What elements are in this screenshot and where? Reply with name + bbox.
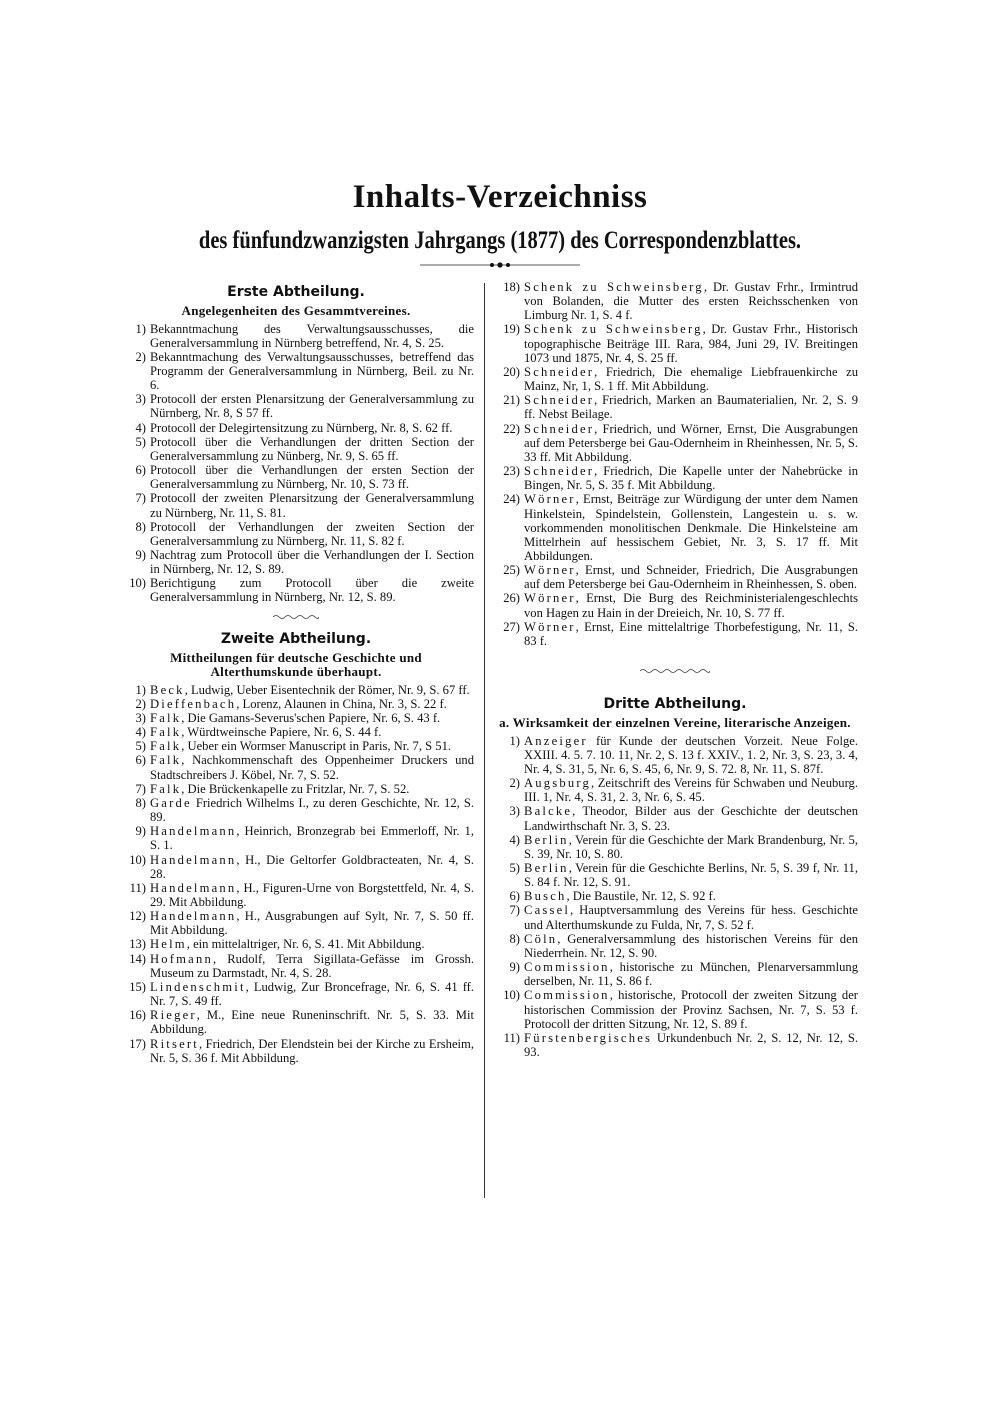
- list-item: [118, 937, 474, 951]
- entry-author: Handelmann: [150, 824, 237, 839]
- entry-number: 6): [509, 889, 520, 904]
- entry-text: Protocoll über die Verhandlungen der ersten Section der Generalversammlung zu Nürnberg, Nr. 10, S. 73 ff.: [150, 463, 474, 492]
- section-heading-zweite: Zweite Abtheilung.: [220, 630, 372, 647]
- entry-number: 24): [503, 492, 520, 507]
- entry-number: 8): [135, 519, 146, 534]
- entry-number: 6): [135, 753, 146, 768]
- list-item: [492, 620, 858, 648]
- entry-author: Falk: [150, 739, 182, 754]
- entry-text: Protocoll über die Verhandlungen der dritten Section der Generalversammlung zu Nünberg, Nr. 9, S. 65 ff.: [150, 434, 474, 463]
- entry-number: 16): [129, 1008, 146, 1023]
- list-item: [118, 350, 474, 392]
- entry-author: Wörner: [524, 563, 576, 578]
- entry-text: , Zeitschrift des Vereins für Schwaben und Neuburg. III. 1, Nr. 4, S. 31, 2. 3, Nr. 6, S. 45.: [524, 776, 858, 805]
- list-item: [118, 796, 474, 824]
- list-item: [118, 711, 474, 725]
- section2-continued-list: [492, 280, 858, 648]
- list-item: [492, 776, 858, 804]
- right-column: [492, 280, 858, 1059]
- entry-number: 3): [135, 710, 146, 725]
- entry-number: 4): [135, 725, 146, 740]
- entry-number: 10): [129, 576, 146, 591]
- entry-text: , Friedrich, und Wörner, Ernst, Die Ausgrabungen auf dem Petersberge bei Gau-Odernheim in Rheinhessen, Nr. 5, S. 33 ff. Mit Abbildung.: [524, 421, 858, 464]
- entry-text: , Ernst, Beiträge zur Würdigung der unter dem Namen Hinkelstein, Spindelstein, Gollenstein, Langestein u. s. w. vorkommenden monolitischen Denkmale. Die Hinkelsteine am Mittelrhein auf hessischem Gebiet, Nr. 3, S. 17 ff. Mit Abbildungen.: [524, 492, 858, 563]
- entry-text: , Die Brückenkapelle zu Fritzlar, Nr. 7, S. 52.: [181, 781, 410, 796]
- entry-text: , Verein für die Geschichte Berlins, Nr. 5, S. 39 f, Nr. 11, S. 84 f. Nr. 12, S. 91.: [524, 860, 858, 890]
- list-item: [118, 392, 474, 420]
- list-item: [118, 322, 474, 350]
- entry-author: Falk: [150, 710, 182, 725]
- entry-text: , Ernst, Eine mittelaltrige Thorbefestigung, Nr. 11, S. 83 f.: [524, 619, 858, 648]
- entry-author: Commission: [524, 988, 610, 1003]
- entry-number: 18): [503, 280, 520, 294]
- entry-number: 12): [129, 909, 146, 924]
- entry-text: , Die Gamans-Severus'schen Papiere, Nr. 6, S. 43 f.: [181, 710, 441, 725]
- title-ornament: [420, 260, 580, 270]
- entry-number: 27): [503, 619, 520, 634]
- entry-number: 5): [135, 434, 146, 449]
- entry-text: Protocoll der Delegirtensitzung zu Nürnberg, Nr. 8, S. 62 ff.: [150, 420, 453, 435]
- entry-number: 2): [509, 776, 520, 791]
- list-item: [492, 365, 858, 393]
- entry-text: Protocoll der ersten Plenarsitzung der Generalversammlung zu Nürnberg, Nr. 8, S 57 ff.: [150, 392, 474, 421]
- entry-author: Commission: [524, 960, 610, 975]
- list-item: [492, 889, 858, 903]
- entry-author: Schneider: [524, 464, 595, 479]
- list-item: [118, 980, 474, 1008]
- entry-author: Wörner: [524, 591, 576, 606]
- entry-number: 8): [135, 795, 146, 810]
- entry-author: Wörner: [524, 619, 576, 634]
- entry-text: Berichtigung zum Protocoll über die zweite Generalversammlung in Nürnberg, Nr. 12, S. 89.: [150, 576, 474, 605]
- list-item: [492, 563, 858, 591]
- entry-author: Falk: [150, 753, 182, 768]
- list-item: [492, 932, 858, 960]
- list-item: [492, 833, 858, 861]
- entry-number: 7): [135, 491, 146, 506]
- list-item: [492, 903, 858, 931]
- entry-author: Lindenschmit: [150, 979, 246, 994]
- entry-text: Urkundenbuch Nr. 2, S. 12, Nr. 12, S. 93.: [524, 1030, 858, 1059]
- entry-text: , Friedrich, Der Elendstein bei der Kirche zu Ersheim, Nr. 5, S. 36 f. Mit Abbildung.: [150, 1036, 474, 1065]
- list-item: [118, 853, 474, 881]
- entry-text: Nachtrag zum Protocoll über die Verhandlungen der I. Section in Nürnberg, Nr. 12, S. 89.: [150, 548, 474, 577]
- entry-text: Protocoll der zweiten Plenarsitzung der Generalversammlung zu Nürnberg, Nr. 11, S. 81.: [150, 491, 474, 520]
- entry-number: 22): [503, 421, 520, 436]
- entry-author: Helm: [150, 937, 187, 952]
- section-heading-dritte: Dritte Abtheilung.: [603, 696, 747, 713]
- entry-author: Beck: [150, 682, 185, 697]
- list-item: [492, 464, 858, 492]
- entry-number: 3): [135, 392, 146, 407]
- entry-text: , historische, Protocoll der zweiten Sitzung der historischen Commission der Provinz Sachsen, Nr. 7, S. 53 f. Protocoll der dritten Sitzung, Nr. 12, S. 89 f.: [524, 988, 858, 1031]
- entry-text: , Ludwig, Zur Broncefrage, Nr. 6, S. 41 ff. Nr. 7, S. 49 ff.: [150, 979, 474, 1009]
- entry-number: 9): [509, 960, 520, 975]
- entry-author: Hofmann: [150, 951, 213, 966]
- entry-number: 3): [509, 804, 520, 819]
- list-item: [118, 421, 474, 435]
- page-subtitle: des fünfundzwanzigsten Jahrgangs (1877) des Correspondenzblattes.: [198, 227, 802, 254]
- entry-number: 14): [129, 951, 146, 966]
- entry-number: 5): [509, 860, 520, 875]
- entry-text: , Ludwig, Ueber Eisentechnik der Römer, Nr. 9, S. 67 ff.: [184, 682, 470, 697]
- entry-text: , ein mittelaltriger, Nr. 6, S. 41. Mit Abbildung.: [186, 937, 425, 952]
- entry-text: , Verein für die Geschichte der Mark Brandenburg, Nr. 5, S. 39, Nr. 10, S. 80.: [524, 832, 858, 861]
- entry-number: 1): [509, 733, 520, 748]
- list-item: [492, 393, 858, 421]
- list-item: [118, 683, 474, 697]
- list-item: [118, 881, 474, 909]
- entry-text: , Heinrich, Bronzegrab bei Emmerloff, Nr. 1, S. 1.: [150, 824, 474, 853]
- entry-number: 9): [135, 824, 146, 839]
- entry-author: Dieffenbach: [150, 696, 237, 711]
- entry-text: , Lorenz, Alaunen in China, Nr. 3, S. 22 f.: [236, 696, 447, 711]
- column-divider: [484, 283, 485, 1198]
- entry-text: Bekanntmachung des Verwaltungsausschusses, betreffend das Programm der Generalversammlung in Nürnberg, Beil. zu Nr. 6.: [150, 349, 474, 393]
- list-item: [492, 804, 858, 832]
- entry-number: 19): [503, 322, 520, 337]
- entry-text: , Würdtweinsche Papiere, Nr. 6, S. 44 f.: [181, 725, 382, 740]
- entry-author: Falk: [150, 781, 182, 796]
- list-item: [118, 1008, 474, 1036]
- entry-author: Rieger: [150, 1008, 197, 1023]
- entry-author: Schneider: [524, 393, 595, 408]
- list-item: [118, 548, 474, 576]
- list-item: [118, 739, 474, 753]
- wavy-separator: [118, 605, 474, 627]
- entry-number: 10): [129, 852, 146, 867]
- section2-list: [118, 683, 474, 1065]
- list-item: [118, 824, 474, 852]
- entry-text: , Ernst, und Schneider, Friedrich, Die Ausgrabungen auf dem Petersberge bei Gau-Odernheim in Rheinhessen, S. oben.: [524, 563, 858, 592]
- entry-author: Fürstenbergisches: [524, 1030, 653, 1045]
- entry-text: , Friedrich, Marken an Baumaterialien, Nr. 2, S. 9 ff. Nebst Beilage.: [524, 393, 858, 422]
- entry-author: Schneider: [524, 421, 595, 436]
- list-item: [492, 960, 858, 988]
- entry-text: , historische zu München, Plenarversammlung derselben, Nr. 11, S. 86 f.: [524, 960, 858, 989]
- entry-author: Cassel: [524, 903, 571, 918]
- entry-author: Schneider: [524, 364, 595, 379]
- page-title: Inhalts-Verzeichniss: [352, 179, 648, 215]
- entry-text: , Hauptversammlung des Vereins für hess. Geschichte und Alterthumskunde zu Fulda, Nr, 7, S. 52 f.: [524, 903, 858, 932]
- entry-text: , H., Ausgrabungen auf Sylt, Nr. 7, S. 50 ff. Mit Abbildung.: [150, 909, 474, 938]
- list-item: [492, 322, 858, 364]
- entry-author: Ritsert: [150, 1036, 199, 1051]
- entry-author: Schenk zu Schweinsberg: [524, 322, 703, 337]
- list-item: [492, 988, 858, 1030]
- section3-list: [492, 734, 858, 1060]
- list-item: [492, 861, 858, 889]
- list-item: [118, 576, 474, 604]
- entry-text: , Ueber ein Wormser Manuscript in Paris, Nr. 7, S 51.: [181, 739, 452, 754]
- entry-author: Busch: [524, 889, 567, 904]
- list-item: [118, 520, 474, 548]
- entry-number: 17): [129, 1036, 146, 1051]
- list-item: [492, 734, 858, 776]
- section-subheading-zweite: Mittheilungen für deutsche Geschichte und Alterthumskunde überhaupt.: [170, 649, 422, 680]
- list-item: [118, 491, 474, 519]
- entry-text: für Kunde der deutschen Vorzeit. Neue Folge. XXIII. 4. 5. 7. 10. 11, Nr. 2, S. 13 f. XXIV., 1. 2, Nr. 3, S. 23, 3. 4, Nr. 4, S. 31, 5, Nr. 6, S. 45, 6, Nr. 9, S. 72. 8, Nr. 11, S. 87f.: [524, 733, 858, 776]
- entry-author: Berlin: [524, 860, 569, 875]
- entry-number: 1): [135, 321, 146, 336]
- entry-number: 7): [509, 903, 520, 918]
- section-subheading-dritte: a. Wirksamkeit der einzelnen Vereine, literarische Anzeigen.: [499, 715, 851, 731]
- entry-number: 23): [503, 464, 520, 479]
- list-item: [118, 697, 474, 711]
- list-item: [118, 463, 474, 491]
- entry-number: 25): [503, 563, 520, 578]
- entry-author: Balcke: [524, 804, 573, 819]
- entry-author: Wörner: [524, 492, 576, 507]
- list-item: [492, 1031, 858, 1059]
- entry-number: 13): [129, 937, 146, 952]
- left-column: [118, 280, 474, 1065]
- entry-number: 5): [135, 739, 146, 754]
- entry-author: Handelmann: [150, 880, 237, 895]
- entry-text: , Nachkommenschaft des Oppenheimer Druckers und Stadtschreibers J. Köbel, Nr. 7, S. 52.: [150, 753, 474, 782]
- list-item: [118, 782, 474, 796]
- section1-list: [118, 322, 474, 605]
- entry-number: 11): [129, 880, 146, 895]
- entry-text: , Dr. Gustav Frhr., Irmintrud von Bolanden, die Mutter des ersten Reichsschenken von Limburg Nr. 1, S. 4 f.: [524, 280, 858, 323]
- entry-text: , Die Baustile, Nr. 12, S. 92 f.: [566, 889, 716, 904]
- list-item: [118, 909, 474, 937]
- wavy-separator: [492, 648, 858, 692]
- entry-number: 2): [135, 696, 146, 711]
- entry-text: , Dr. Gustav Frhr., Historisch topographische Beiträge III. Rara, 984, Juni 29, IV. Breitingen 1073 und 1875, Nr. 4, S. 25 ff.: [524, 322, 858, 365]
- entry-author: Berlin: [524, 832, 569, 847]
- list-item: [118, 1037, 474, 1065]
- entry-number: 20): [503, 364, 520, 379]
- entry-number: 4): [509, 832, 520, 847]
- entry-number: 10): [503, 988, 520, 1003]
- list-item: [492, 492, 858, 563]
- entry-number: 15): [129, 979, 146, 994]
- list-item: [492, 422, 858, 464]
- list-item: [118, 725, 474, 739]
- entry-author: Anzeiger: [524, 733, 588, 748]
- entry-text: , M., Eine neue Runeninschrift. Nr. 5, S. 33. Mit Abbildung.: [150, 1008, 474, 1037]
- entry-author: Falk: [150, 725, 182, 740]
- entry-text: , H., Die Geltorfer Goldbracteaten, Nr. 4, S. 28.: [150, 852, 474, 881]
- entry-author: Augsburg: [524, 776, 592, 791]
- list-item: [492, 280, 858, 322]
- entry-text: , Ernst, Die Burg des Reichministerialengeschlechts von Hagen zu Hain in der Dreieich, Nr. 10, S. 77 ff.: [524, 591, 858, 620]
- entry-number: 21): [503, 393, 520, 408]
- entry-number: 26): [503, 591, 520, 606]
- entry-author: Garde: [150, 795, 192, 810]
- entry-text: , Friedrich, Die Kapelle unter der Nahebrücke in Bingen, Nr. 5, S. 35 f. Mit Abbildung.: [524, 464, 858, 493]
- entry-text: , Rudolf, Terra Sigillata-Gefässe im Grossh. Museum zu Darmstadt, Nr. 4, S. 28.: [150, 951, 474, 980]
- list-item: [118, 435, 474, 463]
- entry-number: 9): [135, 548, 146, 562]
- entry-number: 1): [135, 682, 146, 697]
- entry-text: Friedrich Wilhelms I., zu deren Geschichte, Nr. 12, S. 89.: [150, 795, 474, 825]
- entry-text: Bekanntmachung des Verwaltungsausschusses, die Generalversammlung in Nürnberg betreffend, Nr. 4, S. 25.: [150, 321, 474, 350]
- entry-author: Handelmann: [150, 852, 237, 867]
- entry-text: Protocoll der Verhandlungen der zweiten Section der Generalversammlung zu Nürnberg, Nr. 11, S. 82 f.: [150, 519, 474, 548]
- entry-author: Cöln: [524, 931, 558, 946]
- list-item: [118, 952, 474, 980]
- section-heading-erste: Erste Abtheilung.: [227, 284, 365, 300]
- entry-text: , Generalversammlung des historischen Vereins für den Niederrhein. Nr. 12, S. 90.: [524, 931, 858, 960]
- entry-text: , Theodor, Bilder aus der Geschichte der deutschen Landwirthschaft Nr. 3, S. 23.: [524, 804, 858, 833]
- entry-number: 8): [509, 931, 520, 946]
- entry-number: 4): [135, 420, 146, 435]
- list-item: [492, 591, 858, 619]
- entry-number: 6): [135, 463, 146, 478]
- entry-author: Handelmann: [150, 909, 237, 924]
- entry-text: , H., Figuren-Urne von Borgstettfeld, Nr. 4, S. 29. Mit Abbildung.: [150, 880, 474, 909]
- section-subheading-erste: Angelegenheiten des Gesammtvereines.: [181, 303, 411, 318]
- entry-number: 11): [503, 1030, 520, 1045]
- entry-text: , Friedrich, Die ehemalige Liebfrauenkirche zu Mainz, Nr, 1, S. 1 ff. Mit Abbildung.: [524, 364, 858, 394]
- entry-number: 2): [135, 349, 146, 364]
- list-item: [118, 753, 474, 781]
- entry-number: 7): [135, 781, 146, 796]
- entry-author: Schenk zu Schweinsberg: [524, 280, 704, 294]
